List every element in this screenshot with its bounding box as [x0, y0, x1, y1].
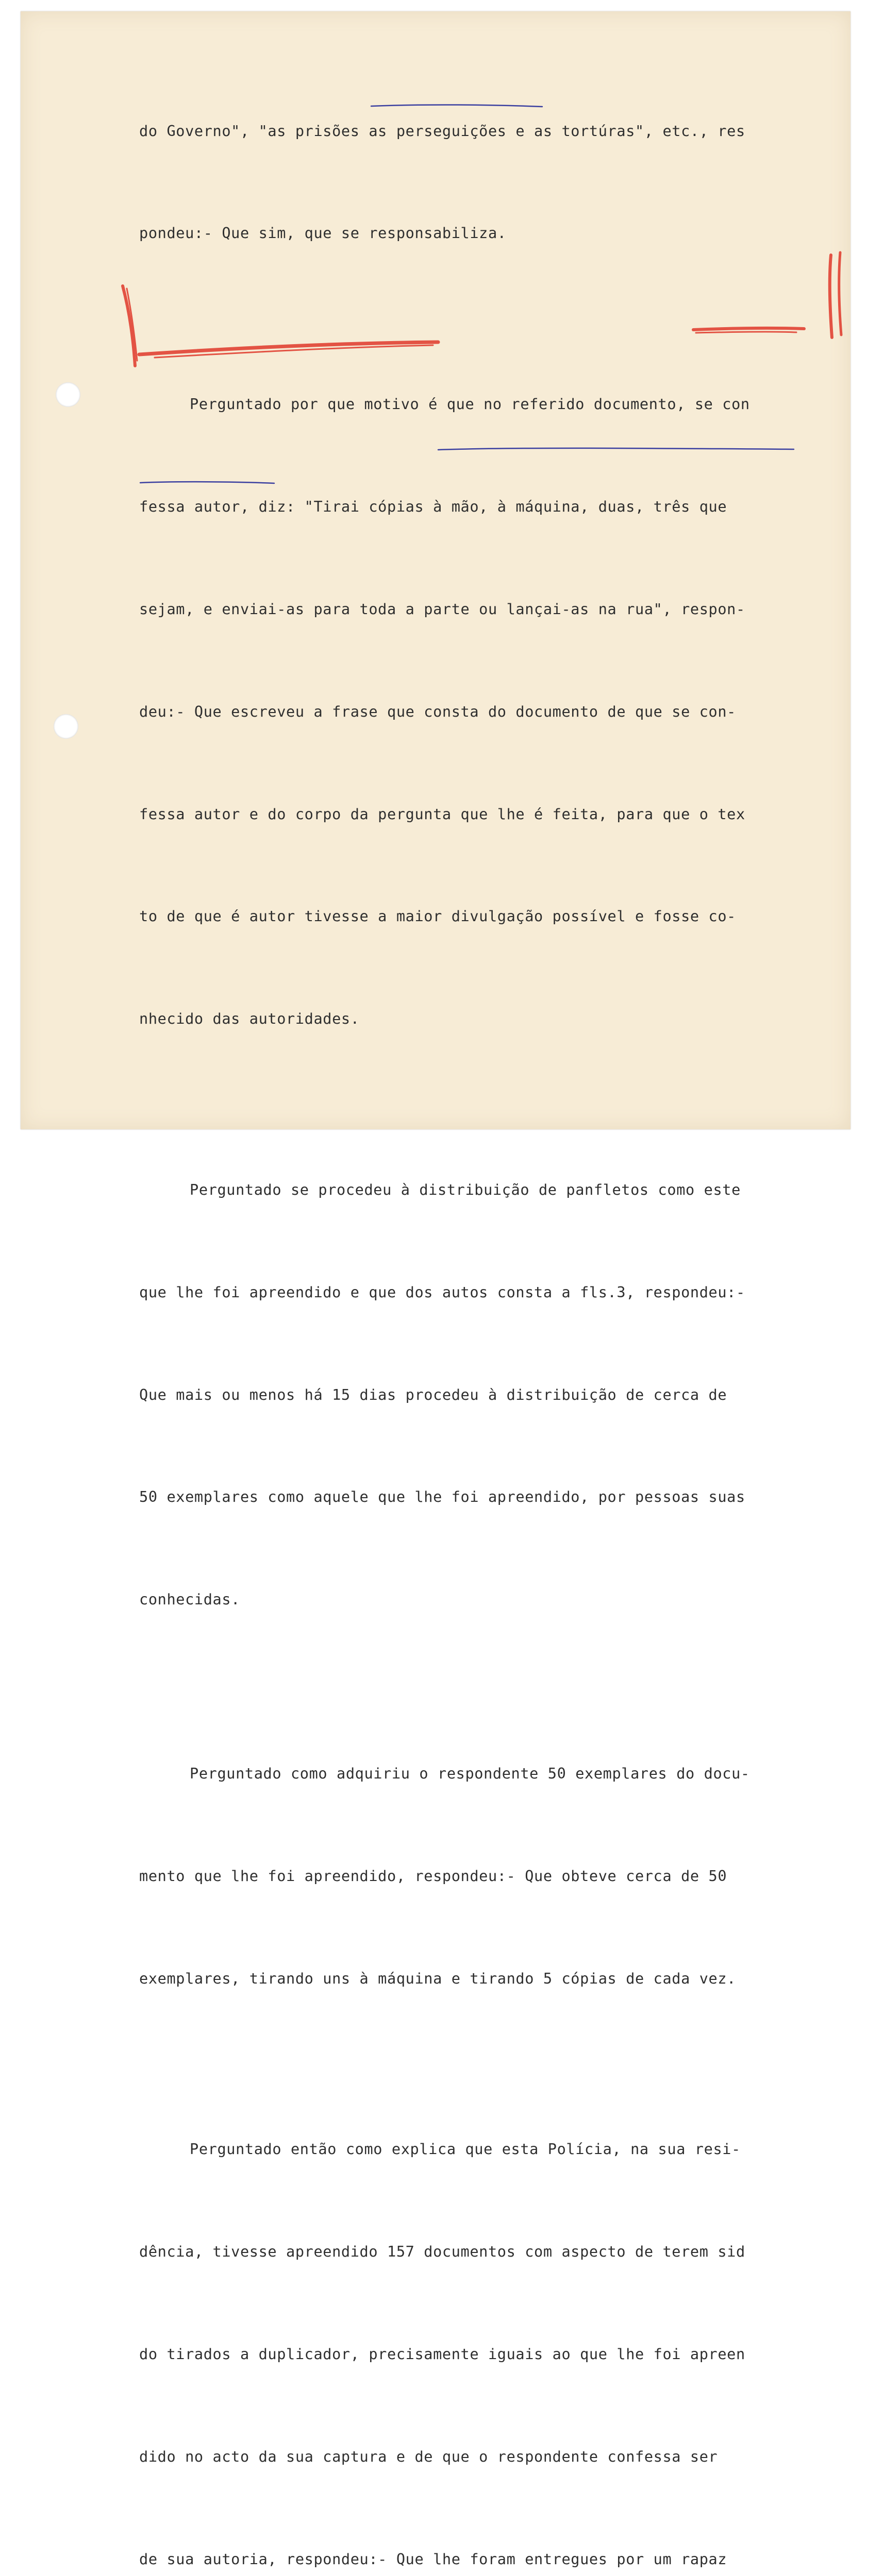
text-line: 50 exemplares como aquele que lhe foi apreendido, por pessoas suas — [139, 1488, 745, 1506]
text-line: mento que lhe foi apreendido, respondeu:- Que obteve cerca de 50 — [139, 1867, 727, 1885]
text-line: Perguntado então como explica que esta Polícia, na sua resi- — [190, 2140, 741, 2158]
text-line: dido no acto da sua captura e de que o respondente confessa ser — [139, 2447, 718, 2465]
text-line: do tirados a duplicador, precisamente iguais ao que lhe foi apreen — [139, 2345, 745, 2363]
text-line: exemplares, tirando uns à máquina e tirando 5 cópias de cada vez. — [139, 1969, 736, 1987]
text-line: pondeu:- Que sim, que se responsabiliza. — [139, 224, 507, 242]
punch-hole-bottom — [54, 714, 78, 739]
paragraph-5 — [139, 2064, 820, 2576]
text-line: conhecidas. — [139, 1590, 240, 1608]
punch-hole-top — [56, 382, 80, 407]
typed-text-body — [139, 45, 820, 2576]
text-line: fessa autor, diz: "Tirai cópias à mão, à máquina, duas, três que — [139, 497, 727, 515]
paragraph-1 — [139, 45, 820, 318]
paragraph-4 — [139, 1688, 820, 2063]
text-line: Que mais ou menos há 15 dias procedeu à distribuição de cerca de — [139, 1385, 727, 1403]
paragraph-2 — [139, 318, 820, 1104]
text-line: do Governo", "as prisões as perseguições e as tortúras", etc., res — [139, 122, 745, 140]
text-line: dência, tivesse apreendido 157 documentos com aspecto de terem sid — [139, 2243, 745, 2260]
text-line: Perguntado por que motivo é que no referido documento, se con — [190, 395, 750, 413]
text-line: Perguntado como adquiriu o respondente 50 exemplares do docu- — [190, 1764, 750, 1782]
text-line: nhecido das autoridades. — [139, 1010, 360, 1028]
text-line: fessa autor e do corpo da pergunta que lhe é feita, para que o tex — [139, 805, 745, 823]
paragraph-3 — [139, 1104, 820, 1685]
text-line: deu:- Que escreveu a frase que consta do documento de que se con- — [139, 702, 736, 720]
text-line: que lhe foi apreendido e que dos autos consta a fls.3, respondeu:- — [139, 1283, 745, 1301]
text-line: de sua autoria, respondeu:- Que lhe foram entregues por um rapaz — [139, 2550, 727, 2568]
text-line: Perguntado se procedeu à distribuição de panfletos como este — [190, 1180, 741, 1198]
text-line: to de que é autor tivesse a maior divulgação possível e fosse co- — [139, 907, 736, 925]
text-line: sejam, e enviai-as para toda a parte ou lançai-as na rua", respon- — [139, 600, 745, 618]
